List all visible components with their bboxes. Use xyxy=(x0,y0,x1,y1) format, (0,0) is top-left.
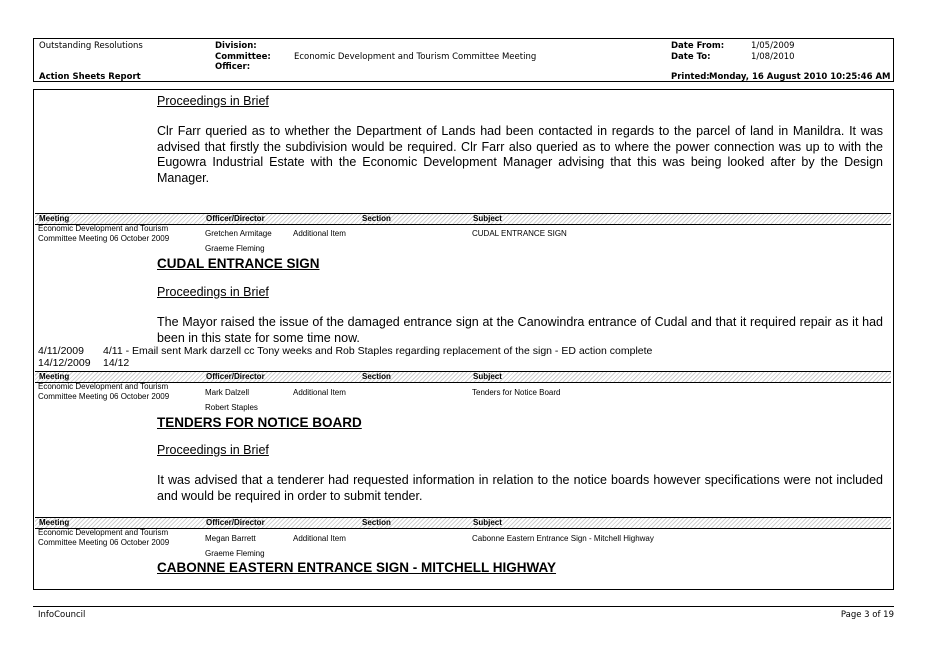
proceedings-text: The Mayor raised the issue of the damaged entrance sign at the Canowindra entrance of Cudal and that it required repair as it had been in this state for some time now. xyxy=(157,315,883,345)
col-subject: Subject xyxy=(473,214,502,223)
action-note: 14/12 xyxy=(103,357,130,369)
proceedings-heading: Proceedings in Brief xyxy=(157,285,269,299)
item-title: CUDAL ENTRANCE SIGN xyxy=(157,256,320,271)
col-subject: Subject xyxy=(473,518,502,527)
item-section: Additional Item xyxy=(293,534,346,543)
date-from-label: Date From: xyxy=(671,41,725,51)
item-meeting-line1: Economic Development and Tourism xyxy=(38,528,169,537)
proceedings-heading: Proceedings in Brief xyxy=(157,94,269,108)
col-officer: Officer/Director xyxy=(206,372,265,381)
report-type: Action Sheets Report xyxy=(39,72,141,82)
item-subject: Cabonne Eastern Entrance Sign - Mitchell Highway xyxy=(472,534,654,543)
col-subject: Subject xyxy=(473,372,502,381)
action-note: 4/11 - Email sent Mark darzell cc Tony weeks and Rob Staples regarding replacement of the sign - ED action complete xyxy=(103,345,653,357)
division-label: Division: xyxy=(215,41,257,51)
col-officer: Officer/Director xyxy=(206,518,265,527)
action-date: 4/11/2009 xyxy=(38,345,84,357)
item-officer: Mark Dalzell xyxy=(205,388,250,397)
col-officer: Officer/Director xyxy=(206,214,265,223)
col-meeting: Meeting xyxy=(39,518,70,527)
col-section: Section xyxy=(362,518,391,527)
committee-label: Committee: xyxy=(215,52,271,62)
item-section: Additional Item xyxy=(293,229,346,238)
col-meeting: Meeting xyxy=(39,372,70,381)
footer-divider xyxy=(33,606,894,607)
item-subject: CUDAL ENTRANCE SIGN xyxy=(472,229,567,238)
proceedings-text: It was advised that a tenderer had requested information in relation to the notice boards however specifications were not included and would be required in order to submit tender. xyxy=(157,473,883,503)
col-meeting: Meeting xyxy=(39,214,70,223)
footer-brand: InfoCouncil xyxy=(38,610,86,620)
report-name: Outstanding Resolutions xyxy=(39,41,143,51)
item-title: CABONNE EASTERN ENTRANCE SIGN - MITCHELL HIGHWAY xyxy=(157,560,557,575)
col-section: Section xyxy=(362,214,391,223)
date-from-value: 1/05/2009 xyxy=(751,41,795,51)
item-meeting-line2: Committee Meeting 06 October 2009 xyxy=(38,234,170,243)
report-body xyxy=(33,89,894,590)
action-date: 14/12/2009 xyxy=(38,357,91,369)
page-number: Page 3 of 19 xyxy=(840,610,894,620)
date-to-label: Date To: xyxy=(671,52,711,62)
item-meeting-line1: Economic Development and Tourism xyxy=(38,224,169,233)
printed-value: Monday, 16 August 2010 10:25:46 AM xyxy=(709,72,891,82)
committee-value: Economic Development and Tourism Committee Meeting xyxy=(294,52,537,62)
date-to-value: 1/08/2010 xyxy=(751,52,795,62)
item-meeting-line1: Economic Development and Tourism xyxy=(38,382,169,391)
item-meeting-line2: Committee Meeting 06 October 2009 xyxy=(38,538,170,547)
proceedings-text: Clr Farr queried as to whether the Department of Lands had been contacted in regards to the parcel of land in Manildra. It was advised that firstly the subdivision would be required. Clr Farr also queried as to where the power connection was up to with the Eugowra Industrial Estate with the Economic Development Manager advising that this was being looked after by the Design Manager. xyxy=(157,124,883,185)
printed-label: Printed: xyxy=(671,72,710,82)
item-title: TENDERS FOR NOTICE BOARD xyxy=(157,415,362,430)
item-director: Graeme Fleming xyxy=(205,549,265,558)
item-officer: Gretchen Armitage xyxy=(205,229,272,238)
col-section: Section xyxy=(362,372,391,381)
officer-label: Officer: xyxy=(215,62,251,72)
item-director: Graeme Fleming xyxy=(205,244,265,253)
item-officer: Megan Barrett xyxy=(205,534,256,543)
item-director: Robert Staples xyxy=(205,403,258,412)
proceedings-heading: Proceedings in Brief xyxy=(157,443,269,457)
report-header xyxy=(33,38,894,82)
item-subject: Tenders for Notice Board xyxy=(472,388,561,397)
item-section: Additional Item xyxy=(293,388,346,397)
item-meeting-line2: Committee Meeting 06 October 2009 xyxy=(38,392,170,401)
